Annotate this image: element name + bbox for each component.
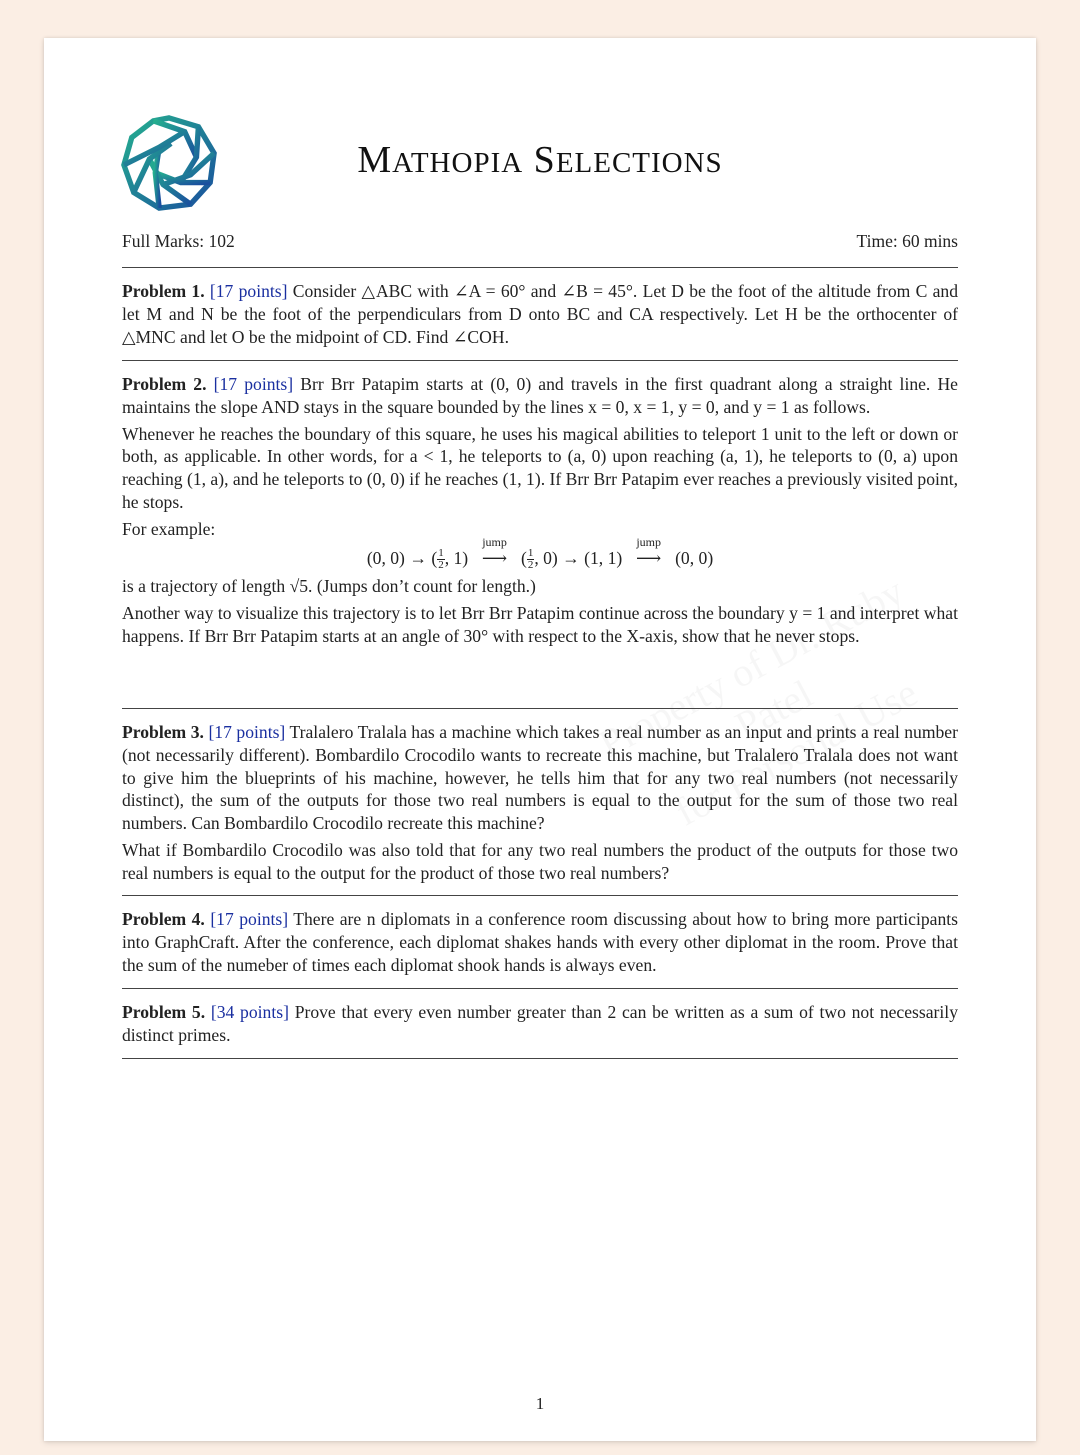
points-badge: [17 points] [208, 722, 286, 742]
page-title: MATHOPIA SELECTIONS [357, 139, 723, 181]
problem-paragraph: What if Bombardilo Crocodilo was also told that for any two real numbers the product of the outputs for those two real numbers is equal to the output for the product of those two real numbers? [122, 839, 958, 883]
problem-label: Problem 1. [122, 281, 205, 301]
time-limit: Time: 60 mins [856, 231, 958, 251]
document-page [44, 38, 1036, 1441]
problem-label: Problem 2. [122, 374, 207, 394]
problem-text: There are n diplomats in a conference room discussing about how to bring more participants into GraphCraft. After the conference, each diplomat shakes hands with every other diplomat in the room. Prove that the sum of the numeber of times each diplomat shook hands is always even. [122, 909, 958, 975]
problem-label: Problem 3. [122, 722, 204, 742]
points-badge: [17 points] [210, 909, 289, 929]
problem-text: Brr Brr Patapim starts at (0, 0) and travels in the first quadrant along a straight line. He maintains the slope AND stays in the square bounded by the lines x = 0, x = 1, y = 0, and y = 1 as follows. [122, 374, 958, 417]
problem-text: Consider △ABC with ∠A = 60° and ∠B = 45°. Let D be the foot of the altitude from C and let M and N be the foot of the perpendiculars from D onto BC and CA respectively. Let H be the orthocenter of △MNC and let O be the midpoint of CD. Find ∠COH. [122, 281, 958, 347]
problem-3 [122, 721, 958, 885]
problem-paragraph: Whenever he reaches the boundary of this square, he uses his magical abilities to teleport 1 unit to the left or down or both, as applicable. In other words, for a < 1, he teleports to (a, 0) upon reaching (a, 1), he teleports to (0, a) upon reaching (1, a), and he teleports to (0, 0) if he reaches (1, 1). If Brr Brr Patapim ever reaches a previously visited point, he stops. [122, 423, 958, 512]
divider [122, 360, 958, 361]
problem-4 [122, 908, 958, 976]
divider [122, 988, 958, 989]
divider [122, 895, 958, 896]
exam-info-row [122, 231, 958, 252]
full-marks: Full Marks: 102 [122, 231, 235, 251]
problem-paragraph: For example: [122, 518, 216, 539]
problem-1 [122, 280, 958, 348]
problem-paragraph: is a trajectory of length √5. (Jumps don’t count for length.) [122, 576, 536, 597]
problem-2 [122, 373, 958, 647]
points-badge: [17 points] [213, 374, 294, 394]
page-number: 1 [535, 1394, 545, 1413]
problem-5 [122, 1001, 958, 1047]
problem-paragraph: Another way to visualize this trajectory is to let Brr Brr Patapim continue across the boundary y = 1 and interpret what happens. If Brr Brr Patapim starts at an angle of 30° with respect to the X-axis, show that he never stops. [122, 602, 958, 646]
divider [122, 267, 958, 268]
problem-label: Problem 5. [122, 1002, 206, 1022]
divider [122, 1058, 958, 1059]
problem-text: Prove that every even number greater than 2 can be written as a sum of two not necessarily distinct primes. [122, 1002, 958, 1045]
points-badge: [34 points] [210, 1002, 289, 1022]
problem-label: Problem 4. [122, 909, 205, 929]
trajectory-equation: (0, 0) → ( $\frac{1}{2}$ , 1) jump ⟶ ( $\frac{1}{2}$ , 0) → (1, 1) jump ⟶ (0, 0) [366, 534, 714, 572]
problem-text: Tralalero Tralala has a machine which takes a real number as an input and prints a real number (not necessarily different). Bombardilo Crocodilo wants to recreate this machine, but Tralalero Tralala does not want to give him the blueprints of his machine, however, he tells him that for any two real numbers (not necessarily distinct), the sum of the outputs for those two real numbers is equal to the output for the sum of those two real numbers. Can Bombardilo Crocodilo recreate this machine? [122, 722, 958, 834]
divider [122, 708, 958, 709]
points-badge: [17 points] [209, 281, 288, 301]
